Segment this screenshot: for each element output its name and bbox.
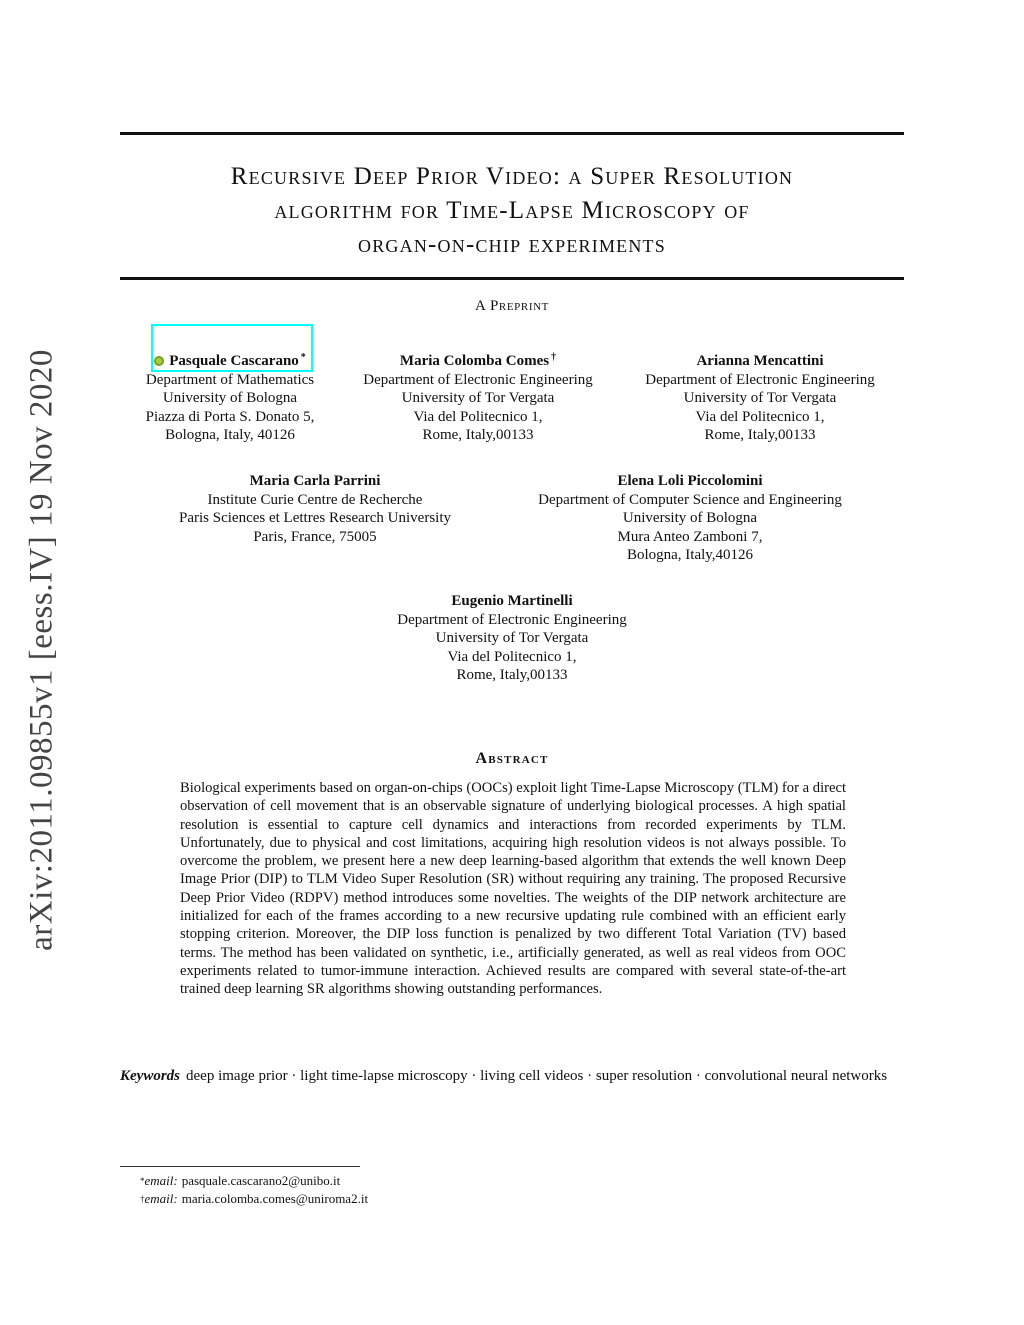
author-name: Arianna Mencattini — [696, 353, 824, 369]
author-affiliation-line: Institute Curie Centre de Recherche — [207, 491, 423, 508]
title-line-1: Recursive Deep Prior Video: a Super Resolution — [230, 163, 794, 190]
author-block-martinelli — [372, 592, 652, 685]
author-affiliation-line: Via del Politecnico 1, — [695, 408, 825, 425]
title-line-2: algorithm for Time-Lapse Microscopy of — [274, 197, 750, 224]
author-affiliation-line: Department of Computer Science and Engineering — [538, 491, 842, 508]
author-affiliation-line: Department of Electronic Engineering — [363, 371, 593, 388]
footnote-mark: * — [300, 352, 306, 363]
preprint-label: A Preprint — [475, 298, 549, 314]
author-affiliation-line: University of Bologna — [162, 390, 298, 406]
author-affiliation-line: Rome, Italy,00133 — [422, 427, 534, 443]
author-block-cascarano — [110, 352, 350, 445]
author-affiliation-line: University of Bologna — [622, 510, 758, 526]
footnote-mark: † — [551, 352, 557, 363]
footnote-label: email: — [144, 1173, 178, 1188]
author-affiliation-line: Department of Electronic Engineering — [645, 371, 875, 388]
paper-title — [120, 160, 904, 262]
author-affiliation-line: Via del Politecnico 1, — [413, 408, 543, 425]
footnote-symbol: † — [140, 1194, 145, 1204]
author-block-comes — [338, 352, 618, 445]
author-block-parrini — [150, 472, 480, 546]
footnote-email[interactable]: maria.colomba.comes@uniroma2.it — [181, 1191, 369, 1206]
title-line-3: organ-on-chip experiments — [358, 231, 666, 258]
keywords-text: deep image prior · light time-lapse microscopy · living cell videos · super resolution · convolutional neural networks — [186, 1068, 888, 1084]
author-name: Maria Colomba Comes † — [399, 352, 557, 369]
orcid-icon[interactable] — [154, 356, 164, 366]
author-affiliation-line: Department of Mathematics — [145, 371, 315, 388]
author-affiliation-line: Rome, Italy,00133 — [456, 667, 568, 683]
author-affiliation-line: Bologna, Italy,40126 — [626, 547, 754, 563]
author-affiliation-line: University of Tor Vergata — [435, 630, 589, 646]
footnote-symbol: * — [140, 1176, 145, 1186]
top-rule — [120, 132, 904, 135]
author-affiliation-line: University of Tor Vergata — [683, 390, 837, 406]
author-block-mencattini — [620, 352, 900, 445]
author-affiliation-line: Department of Electronic Engineering — [397, 611, 627, 628]
author-affiliation-line: Bologna, Italy, 40126 — [165, 427, 295, 443]
author-affiliation-line: Rome, Italy,00133 — [704, 427, 816, 443]
author-affiliation-line: Paris, France, 75005 — [253, 528, 377, 545]
author-name: Maria Carla Parrini — [249, 473, 381, 489]
keywords-label: Keywords — [120, 1068, 180, 1084]
footnote-label: email: — [144, 1191, 178, 1206]
arxiv-identifier: arXiv:2011.09855v1 [eess.IV] 19 Nov 2020 — [23, 349, 60, 951]
author-name: Pasquale Cascarano * — [110, 352, 350, 371]
keywords-section — [120, 1067, 904, 1086]
abstract-body: Biological experiments based on organ-on-chips (OOCs) exploit light Time-Lapse Microscopy (TLM) for a direct observation of cell movement that is an observable signature of underlying biological processes. A high spatial resolution is essential to capture cell dynamics and interactions from recorded experiments by TLM. Unfortunately, due to physical and cost limitations, acquiring high resolution videos is not always possible. To overcome the problem, we present here a new deep learning-based algorithm that extends the well known Deep Image Prior (DIP) to TLM Video Super Resolution (SR) without requiring any training. The proposed Recursive Deep Prior Video (RDPV) method introduces some novelties. The weights of the DIP network architecture are initialized for each of the frames according to a new recursive updating rule combined with an efficient early stopping criterion. Moreover, the DIP loss function is penalized by two different Total Variation (TV) based terms. The method has been validated on synthetic, i.e., artificially generated, as well as real videos from OOC experiments related to tumor-immune interaction. Achieved results are compared with several state-of-the-art trained deep learning SR algorithms showing outstanding performances. — [180, 780, 846, 998]
footnote-email[interactable]: pasquale.cascarano2@unibo.it — [181, 1173, 341, 1188]
author-affiliation-line: Paris Sciences et Lettres Research University — [179, 510, 451, 526]
footnote-rule — [120, 1166, 360, 1167]
author-name: Elena Loli Piccolomini — [617, 473, 763, 489]
footnote-2 — [140, 1191, 368, 1207]
author-affiliation-line: Mura Anteo Zamboni 7, — [617, 528, 763, 545]
author-name: Eugenio Martinelli — [451, 593, 573, 609]
footnote-1 — [140, 1173, 340, 1189]
author-affiliation-line: Piazza di Porta S. Donato 5, — [145, 408, 315, 425]
author-affiliation-line: University of Tor Vergata — [401, 390, 555, 406]
author-block-piccolomini — [510, 472, 870, 565]
abstract-heading: Abstract — [475, 750, 549, 767]
author-affiliation-line: Via del Politecnico 1, — [447, 648, 577, 665]
title-bottom-rule — [120, 277, 904, 280]
